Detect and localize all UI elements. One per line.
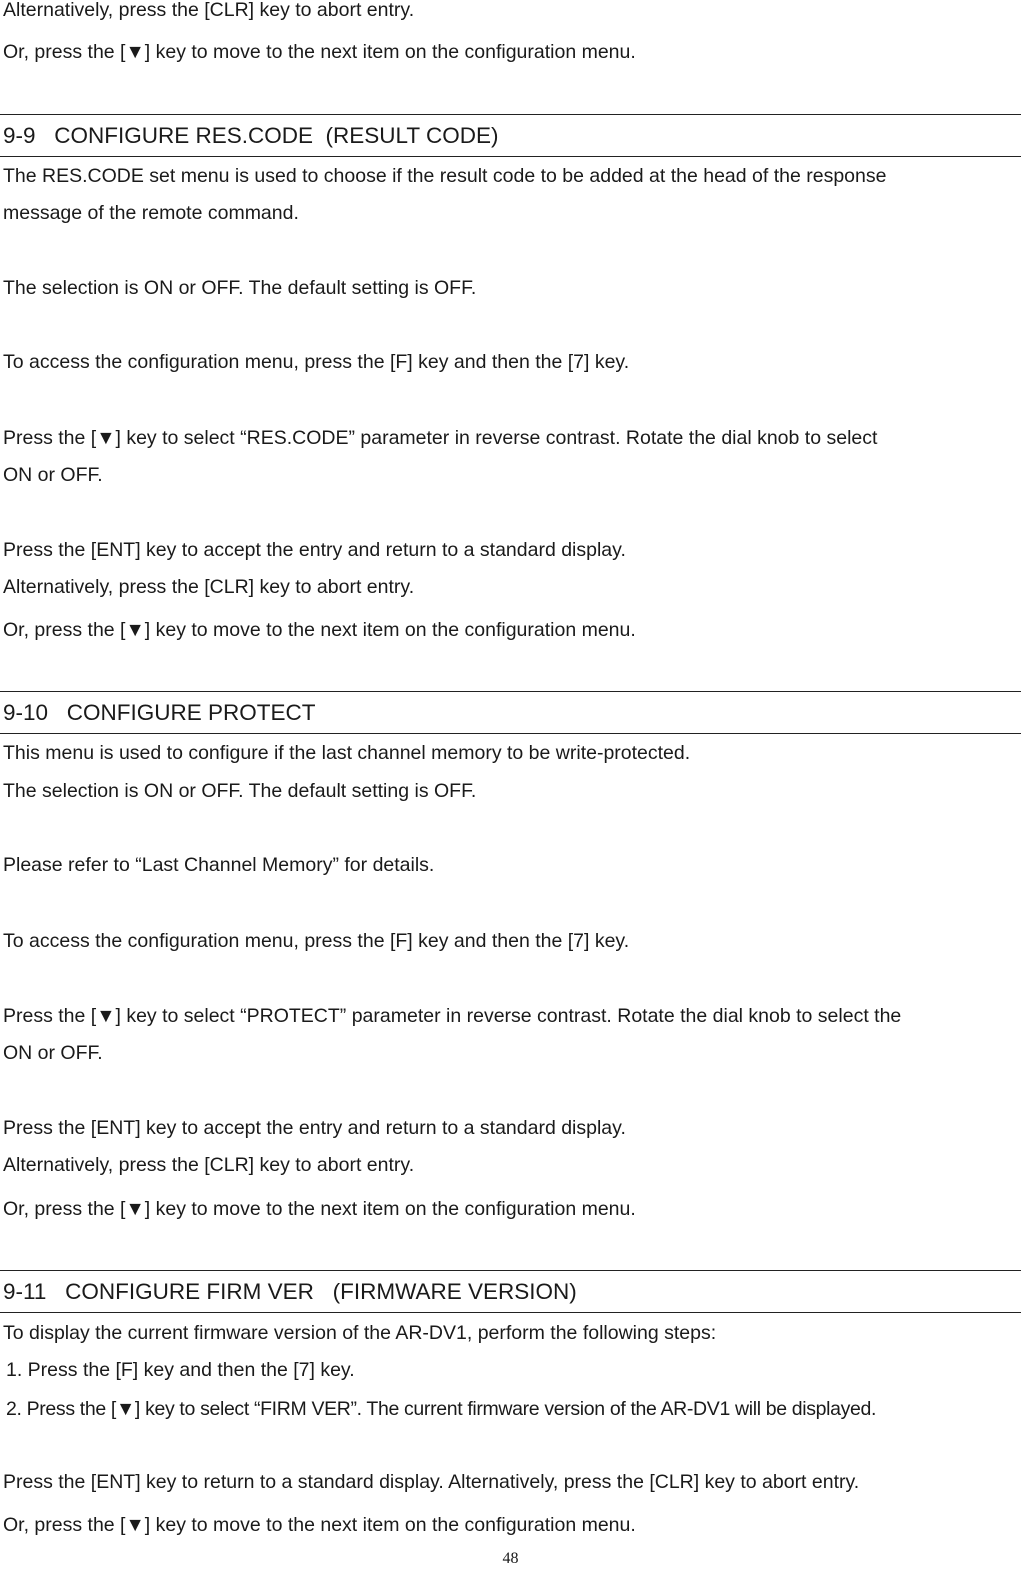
section-9-9-header (0, 114, 1021, 157)
s9-10-paragraph-1b: The selection is ON or OFF. The default setting is OFF. (3, 780, 477, 802)
section-9-10-title: 9-10 CONFIGURE PROTECT (3, 700, 316, 725)
s9-9-paragraph-1b: message of the remote command. (3, 202, 299, 224)
s9-11-paragraph-2: Press the [ENT] key to return to a standard display. Alternatively, press the [CLR] key to abort entry. (3, 1471, 860, 1493)
intro-line-1: Alternatively, press the [CLR] key to abort entry. (3, 0, 415, 21)
s9-9-paragraph-2: The selection is ON or OFF. The default setting is OFF. (3, 277, 477, 299)
section-9-10-header (0, 691, 1021, 734)
s9-9-paragraph-4b: ON or OFF. (3, 464, 103, 486)
s9-10-paragraph-5: Press the [ENT] key to accept the entry and return to a standard display. (3, 1117, 626, 1139)
intro-line-2: Or, press the [▼] key to move to the next item on the configuration menu. (3, 41, 636, 63)
page-number: 48 (502, 1550, 519, 1567)
s9-9-paragraph-7: Or, press the [▼] key to move to the next item on the configuration menu. (3, 619, 636, 641)
s9-9-paragraph-3: To access the configuration menu, press the [F] key and then the [7] key. (3, 351, 630, 373)
s9-10-paragraph-4a: Press the [▼] key to select “PROTECT” parameter in reverse contrast. Rotate the dial knob to select the (3, 1005, 902, 1027)
s9-9-paragraph-6: Alternatively, press the [CLR] key to abort entry. (3, 576, 415, 598)
s9-10-paragraph-6: Alternatively, press the [CLR] key to abort entry. (3, 1154, 415, 1176)
s9-10-paragraph-4b: ON or OFF. (3, 1042, 103, 1064)
s9-10-paragraph-7: Or, press the [▼] key to move to the next item on the configuration menu. (3, 1198, 636, 1220)
s9-9-paragraph-4a: Press the [▼] key to select “RES.CODE” parameter in reverse contrast. Rotate the dial knob to select (3, 427, 878, 449)
s9-10-paragraph-3: To access the configuration menu, press the [F] key and then the [7] key. (3, 930, 630, 952)
s9-9-paragraph-5: Press the [ENT] key to accept the entry and return to a standard display. (3, 539, 626, 561)
s9-11-step-2: 2. Press the [▼] key to select “FIRM VER”. The current firmware version of the AR-DV1 will be displayed. (6, 1398, 877, 1420)
s9-10-paragraph-2: Please refer to “Last Channel Memory” for details. (3, 854, 435, 876)
s9-11-step-1: 1. Press the [F] key and then the [7] key. (6, 1359, 355, 1381)
s9-11-paragraph-3: Or, press the [▼] key to move to the next item on the configuration menu. (3, 1514, 636, 1536)
s9-10-paragraph-1a: This menu is used to configure if the last channel memory to be write-protected. (3, 742, 691, 764)
section-9-11-header (0, 1270, 1021, 1313)
section-9-9-title: 9-9 CONFIGURE RES.CODE (RESULT CODE) (3, 123, 499, 148)
section-9-11-title: 9-11 CONFIGURE FIRM VER (FIRMWARE VERSION) (3, 1279, 577, 1304)
s9-11-paragraph-1: To display the current firmware version of the AR-DV1, perform the following steps: (3, 1322, 717, 1344)
s9-9-paragraph-1a: The RES.CODE set menu is used to choose if the result code to be added at the head of the response (3, 165, 887, 187)
